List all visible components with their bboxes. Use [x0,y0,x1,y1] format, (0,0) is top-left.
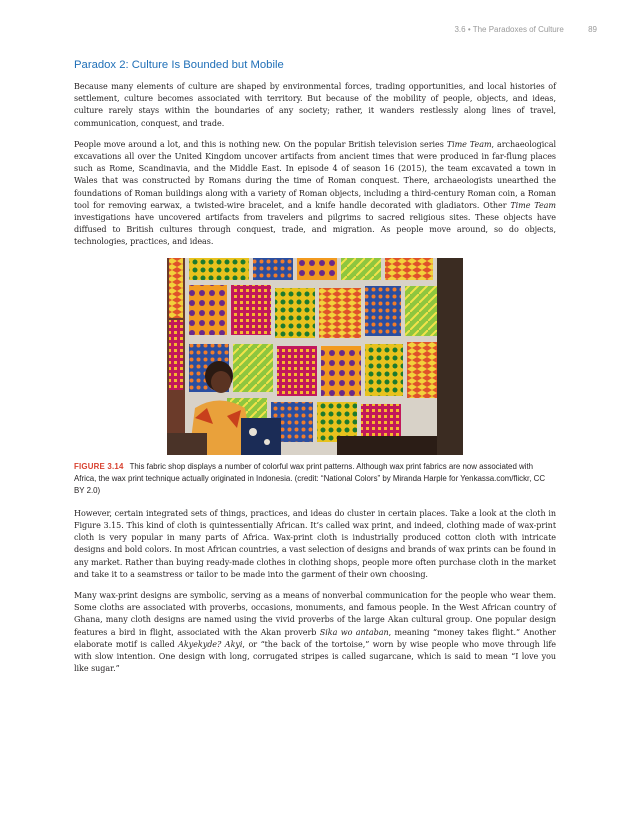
running-header [33,25,597,37]
show-title-emphasis: Time Team [446,139,492,149]
figure-caption [74,461,556,498]
section-title: Paradox 2: Culture Is Bounded but Mobile [74,59,284,71]
paragraph-2-text-c: investigations have uncovered artifacts from travelers and pilgrims to sacred religious sites. These objects have diffused to British cultures through conquest, trade, and migration. As people move around, so do objects, technologies, practices, and ideas. [74,213,556,247]
figure-photo [167,258,463,455]
figure-caption-text: This fabric shop displays a number of colorful wax print patterns. Although wax print fabrics are now associated with Africa, the wax print technique actually originated in Indonesia. (credit: “National Colors” by Miranda Harple for Yenkassa.com/flickr, CC BY 2.0) [74,461,546,496]
paragraph-4 [74,590,556,675]
paragraph-4-text-a: Many wax-print designs are symbolic, serving as a means of nonverbal communication for the people who wear them. Some cloths are associated with proverbs, occasions, monuments, and famous people. In the West African country of Ghana, many cloth designs are named using the vivid proverbs of the large Akan cultural group. One popular design features a bird in flight, associated with the Akan proverb [74,591,556,637]
paragraph-4-text-b: , meaning “money takes flight.” Another elaborate motif is called [74,627,556,649]
paragraph-2-text-b: , archaeological excavations all over the United Kingdom uncover artifacts from ancient times that were produced in far-flung places such as Rome, Scandinavia, and the Middle East. In episode 4 of season 16 (2015), the team excavated a town in Wales that was constructed by Romans during the time of Roman conquest. There, archaeologists unearthed the foundations of Roman buildings along with a variety of Roman objects, including a third-century Roman coin, a Roman tool for removing earwax, a twisted-wire bracelet, and a knife handle decorated with gladiators. Other [74,139,557,210]
paragraph-2-text-a: People move around a lot, and this is nothing new. On the popular British television series [74,139,447,149]
paragraph-3: However, certain integrated sets of things, practices, and ideas do cluster in certain places. Take a look at the cloth in Figure 3.15. This kind of cloth is quintessentially African. It’s called wax print, and indeed, clothing made of wax-print cloth is very popular in many parts of Africa. Wax-print cloth is industrially produced cotton cloth with intricate designs and bold colors. In most African countries, a vast selection of designs and brands of wax prints can be found in any market. Rather than buying ready-made clothes in clothing shops, people more often purchase cloth in the market and take it to a seamstress or tailor to be made into the garment of their own choosing. [74,508,556,579]
paragraph-1: Because many elements of culture are shaped by environmental forces, trading opportunities, and local histories of settlement, culture becomes associated with territory. But because of the mobility of people, objects, and ideas, culture rarely stays within the boundaries of any society; rather, it wanders restlessly along lines of travel, communication, conquest, and trade. [74,82,556,128]
paragraph-2 [74,139,556,249]
figure-label: FIGURE 3.14 [74,461,124,471]
page-content [74,58,556,685]
fabric-shop-photo [167,258,463,455]
show-title-emphasis-2: Time Team [510,200,557,210]
running-header-section: 3.6 • The Paradoxes of Culture [454,25,564,34]
page-number: 89 [588,25,597,34]
proverb-emphasis: Sika wo antaban [319,627,389,637]
paragraph-4-text-c: , or “the back of the tortoise,” worn by wise people who move through life with slow intention. One design with long, corrugated stripes is called sugarcane, which is said to mean “I love you like sugar.” [74,639,556,674]
motif-name-emphasis: Akyekyde? Akyi [178,639,243,649]
